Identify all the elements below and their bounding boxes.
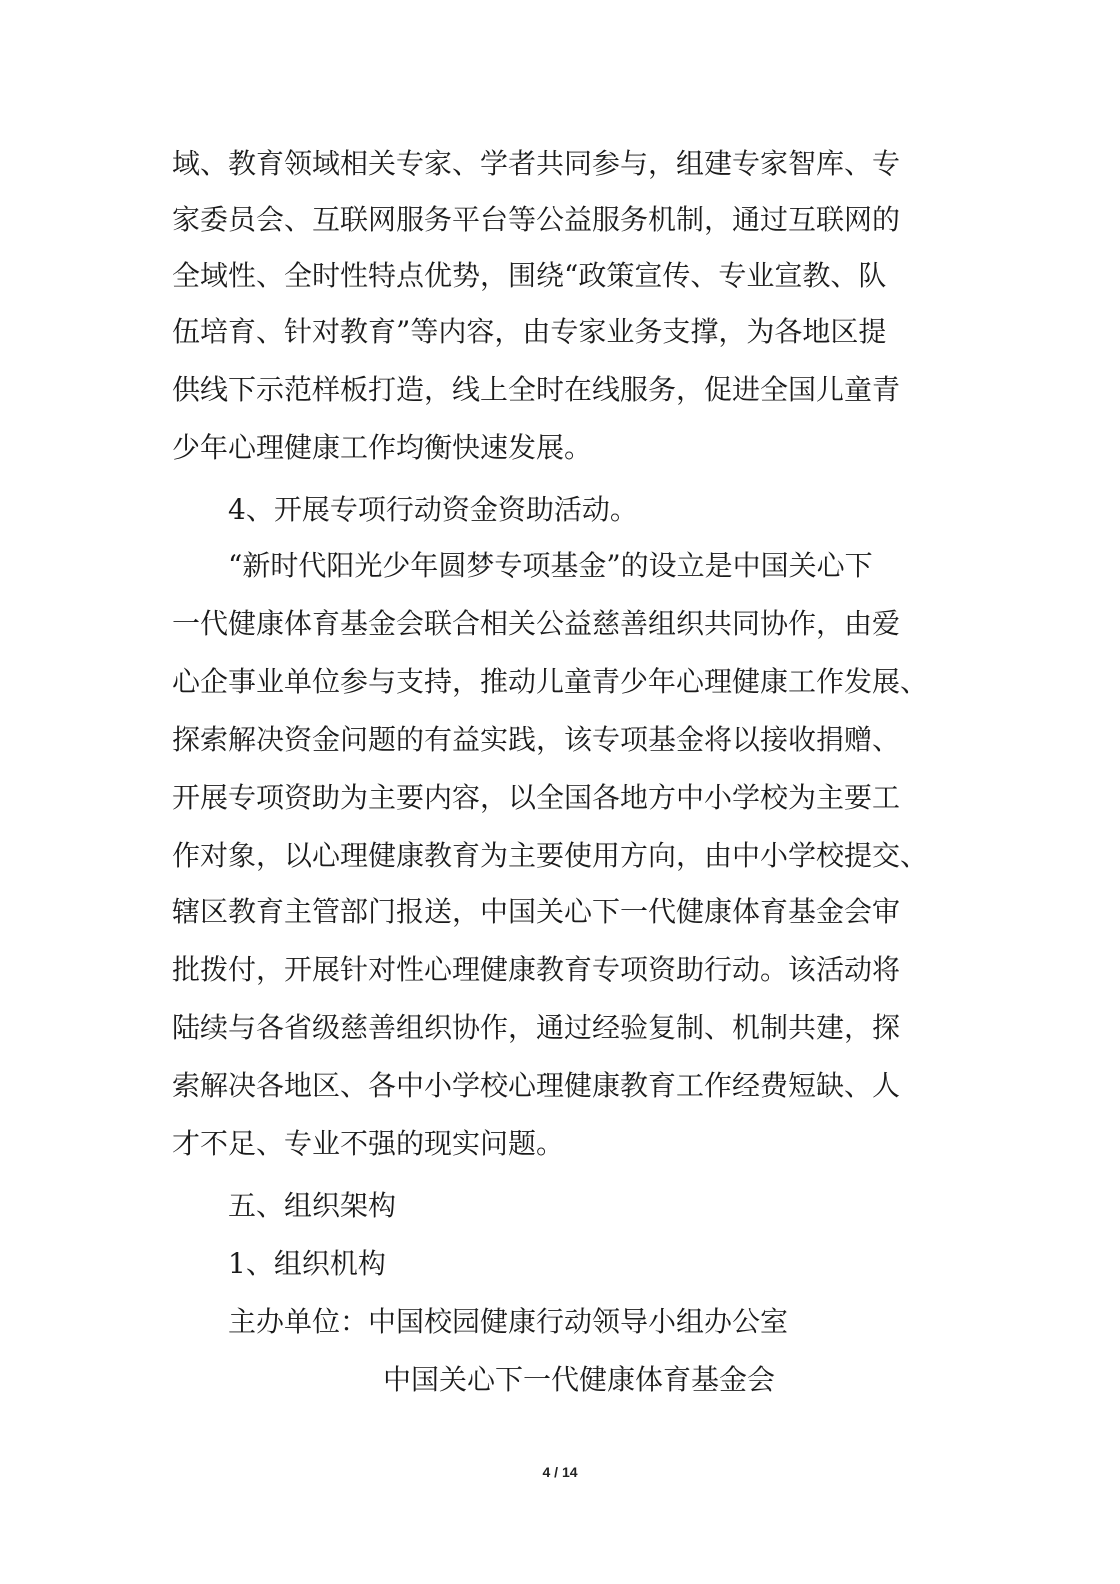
paragraph-line: 伍培育、针对教育”等内容，由专家业务支撑，为各地区提 (172, 315, 887, 348)
subsection-heading-1: 1、组织机构 (228, 1247, 386, 1280)
paragraph-line: 少年心理健康工作均衡快速发展。 (172, 431, 593, 464)
paragraph-line: 批拨付，开展针对性心理健康教育专项资助行动。该活动将 (172, 953, 901, 986)
paragraph-line: 作对象，以心理健康教育为主要使用方向，由中小学校提交、 (172, 839, 929, 872)
host-units-line: 主办单位：中国校园健康行动领导小组办公室 (228, 1305, 789, 1338)
paragraph-line: 辖区教育主管部门报送，中国关心下一代健康体育基金会审 (172, 895, 901, 928)
host-unit-second: 中国关心下一代健康体育基金会 (383, 1363, 776, 1396)
paragraph-line: 索解决各地区、各中小学校心理健康教育工作经费短缺、人 (172, 1069, 901, 1102)
page-number: 4 / 14 (542, 1464, 578, 1480)
paragraph-line: 心企事业单位参与支持，推动儿童青少年心理健康工作发展、 (172, 665, 929, 698)
paragraph-line: 才不足、专业不强的现实问题。 (172, 1127, 565, 1160)
paragraph-line: 探索解决资金问题的有益实践，该专项基金将以接收捐赠、 (172, 723, 901, 756)
paragraph-line: 域、教育领域相关专家、学者共同参与，组建专家智库、专 (172, 147, 901, 180)
paragraph-line: 供线下示范样板打造，线上全时在线服务，促进全国儿童青 (172, 373, 901, 406)
paragraph-line: 一代健康体育基金会联合相关公益慈善组织共同协作，由爱 (172, 607, 901, 640)
section-heading-5: 五、组织架构 (228, 1189, 397, 1222)
paragraph-line: “新时代阳光少年圆梦专项基金”的设立是中国关心下 (228, 549, 873, 582)
section-heading-4: 4、开展专项行动资金资助活动。 (228, 493, 638, 526)
paragraph-line: 家委员会、互联网服务平台等公益服务机制，通过互联网的 (172, 203, 901, 236)
paragraph-line: 全域性、全时性特点优势，围绕“政策宣传、专业宣教、队 (172, 259, 887, 292)
paragraph-line: 开展专项资助为主要内容，以全国各地方中小学校为主要工 (172, 781, 901, 814)
paragraph-line: 陆续与各省级慈善组织协作，通过经验复制、机制共建，探 (172, 1011, 901, 1044)
